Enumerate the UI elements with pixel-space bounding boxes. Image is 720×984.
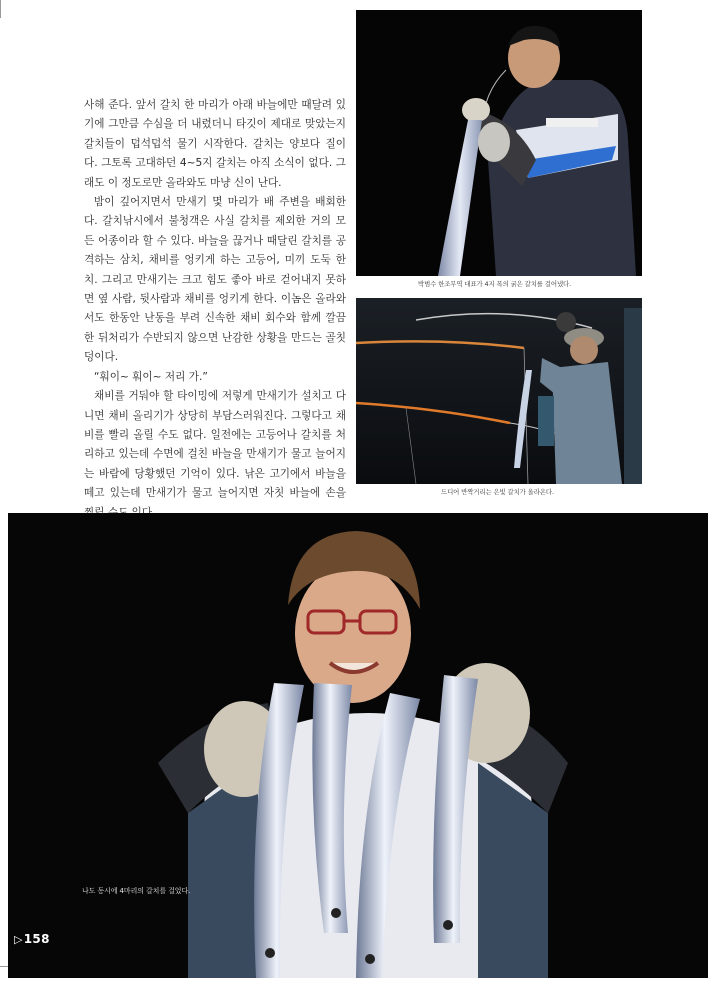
crop-mark-bottom — [0, 966, 8, 967]
photo3-caption: 나도 동시에 4마리의 갈치를 걸었다. — [82, 887, 191, 895]
article-paragraph-2: 밤이 깊어지면서 만새기 몇 마리가 배 주변을 배회한다. 갈치낚시에서 불청객은 사실 갈치를 제외한 거의 모든 어종이라 할 수 있다. 바늘을 끊거나 때달린 갈치를 공격하는 삼치, 채비를 엉키게 하는 고등어, 미끼 도둑 한치. 그리고 만새기는 크고 힘도 좋아 바로 걷어내지 못하면 옆 사람, 뒷사람과 채비를 엉키게 한다. 이놈은 올라와서도 한동안 난동을 부려 신속한 채비 회수와 함께 깔끔한 뒤처리가 수반되지 않으면 난감한 상황을 만드는 골칫덩이다. — [84, 196, 346, 364]
page-number — [14, 932, 50, 946]
crop-mark-top — [0, 0, 1, 18]
article-quote: “훠이~ 훠이~ 저리 가.” — [94, 370, 208, 383]
photo2-caption: 드디어 반짝거리는 은빛 갈치가 올라온다. — [441, 488, 554, 496]
photo-rods-on-boat — [356, 298, 642, 484]
page-number-text: 158 — [23, 932, 50, 946]
page-arrow-icon: ▷ — [14, 933, 23, 946]
article-paragraph-3: 채비를 거둬야 할 타이밍에 저렇게 만새기가 설치고 다니면 채비 올리기가 상당히 부담스러워진다. 그렇다고 채비를 빨리 올릴 수도 없다. 일전에는 고등어나 갈치를 처리하고 있는데 수면에 걸친 바늘을 만새기가 물고 늘어지는 바람에 당황했던 기억이 있다. 낚은 고기에서 바늘을 떼고 있는데 만새기가 물고 늘어지면 자칫 바늘에 손을 — [84, 390, 346, 500]
photo-author-four-fish — [8, 513, 708, 978]
article-body — [84, 96, 346, 523]
article-paragraph-1: 사해 준다. 앞서 갈치 한 마리가 아래 바늘에만 때달려 있기에 그만큼 수심을 더 내렸더니 타깃이 제대로 맞았는지 갈치들이 덥석덥석 물기 시작한다. 갈치는 양보다 질이다. 그토록 고대하던 4~5지 갈치는 아직 소식이 없다. 그래도 이 정도로만 올라와도 마냥 신이 난다. — [84, 99, 346, 189]
photo1-caption: 박범수 한조무역 대표가 4지 폭의 굵은 갈치를 걸어냈다. — [418, 280, 572, 288]
photo-angler-holding-fish — [356, 10, 642, 276]
